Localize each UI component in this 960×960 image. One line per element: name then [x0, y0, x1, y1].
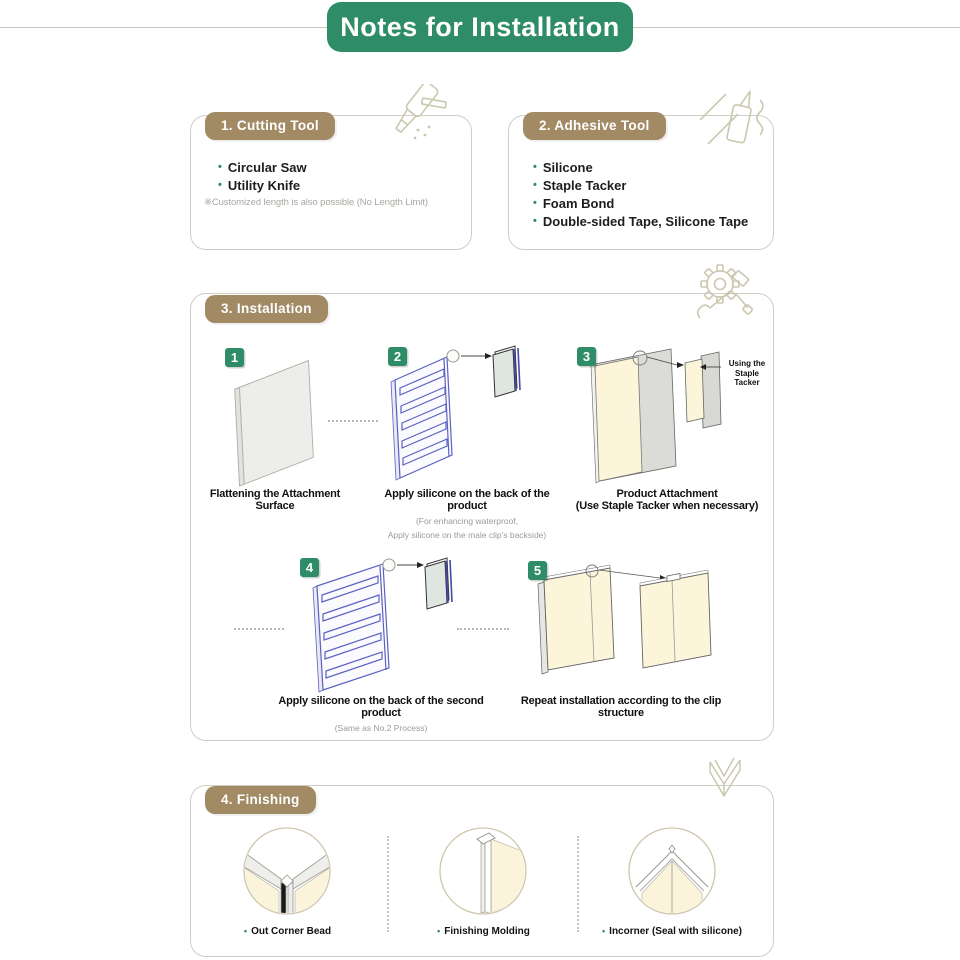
list-item [533, 158, 748, 176]
out-corner-label [210, 922, 365, 940]
step-3-badge: 3 [577, 347, 596, 366]
step-1-badge: 1 [225, 348, 244, 367]
step-divider-dots [457, 628, 509, 630]
list-item-label: Foam Bond [542, 195, 615, 211]
cutting-length-note: ※Customized length is also possible (No Length Limit) [204, 197, 428, 208]
gear-tools-icon [690, 258, 758, 328]
step-4-badge: 4 [300, 558, 319, 577]
step-5-illustration [532, 560, 717, 690]
step-1-caption [192, 488, 358, 512]
bullet-icon [218, 158, 222, 176]
label-text: Out Corner Bead [251, 926, 332, 937]
list-item-label: Silicone [542, 159, 593, 175]
bullet-icon [602, 926, 605, 936]
step-3-illustration [583, 344, 723, 484]
staple-tacker-note [722, 359, 772, 388]
label-text: Incorner (Seal with silicone) [609, 926, 742, 937]
page-title: Notes for Installation [327, 2, 633, 52]
silicone-gun-icon [692, 84, 772, 158]
finishing-molding-label [406, 922, 561, 940]
step-5-badge: 5 [528, 561, 547, 580]
finishing-heading: 4. Finishing [205, 786, 316, 814]
label-text: Finishing Molding [444, 926, 530, 937]
list-item-label: Staple Tacker [542, 177, 627, 193]
bullet-icon [437, 926, 440, 936]
caption-text: Apply silicone on the back of the product [384, 488, 550, 512]
incorner-diagram [628, 827, 716, 915]
bullet-icon [218, 176, 222, 194]
finishing-molding-diagram [439, 827, 527, 915]
corner-molding-icon [700, 752, 756, 814]
adhesive-tool-list [533, 158, 748, 230]
step-2-caption [372, 488, 562, 540]
adhesive-tool-heading: 2. Adhesive Tool [523, 112, 666, 140]
bullet-icon [244, 926, 247, 936]
list-item-label: Double-sided Tape, Silicone Tape [542, 213, 749, 229]
step-2-badge: 2 [388, 347, 407, 366]
caption-subtext: (For enhancing waterproof, [415, 516, 519, 526]
finishing-divider [387, 836, 389, 932]
caption-subtext: (Same as No.2 Process) [334, 723, 428, 733]
list-item [533, 176, 748, 194]
list-item [533, 212, 748, 230]
step-3-caption [573, 488, 761, 512]
caption-text: Flattening the Attachment Surface [209, 488, 341, 512]
utility-knife-icon [372, 84, 448, 154]
bullet-icon [533, 212, 537, 230]
finishing-divider [577, 836, 579, 932]
bullet-icon [533, 194, 537, 212]
list-item-label: Utility Knife [227, 177, 301, 193]
staple-tacker-note-line1: Using the [728, 359, 766, 368]
step-4-caption [268, 695, 494, 733]
step-1-illustration [228, 344, 343, 494]
caption-subtext: Apply silicone on the male clip's backside) [387, 530, 547, 540]
step-5-caption [506, 695, 736, 719]
list-item [218, 158, 307, 176]
step-divider-dots [234, 628, 284, 630]
caption-text: Apply silicone on the back of the second product [278, 695, 484, 719]
caption-text: Repeat installation according to the clip structure [520, 695, 722, 719]
bullet-icon [533, 158, 537, 176]
step-2-illustration [385, 344, 545, 489]
step-4-illustration [305, 556, 455, 706]
bullet-icon [533, 176, 537, 194]
incorner-label [568, 922, 776, 940]
list-item [218, 176, 307, 194]
caption-text: Product Attachment [616, 488, 718, 500]
installation-heading: 3. Installation [205, 295, 328, 323]
staple-tacker-note-line2: Staple Tacker [734, 368, 760, 387]
caption-text: (Use Staple Tacker when necessary) [575, 500, 759, 512]
list-item [533, 194, 748, 212]
out-corner-diagram [243, 827, 331, 915]
list-item-label: Circular Saw [227, 159, 307, 175]
cutting-tool-list [218, 158, 307, 194]
cutting-tool-heading: 1. Cutting Tool [205, 112, 335, 140]
